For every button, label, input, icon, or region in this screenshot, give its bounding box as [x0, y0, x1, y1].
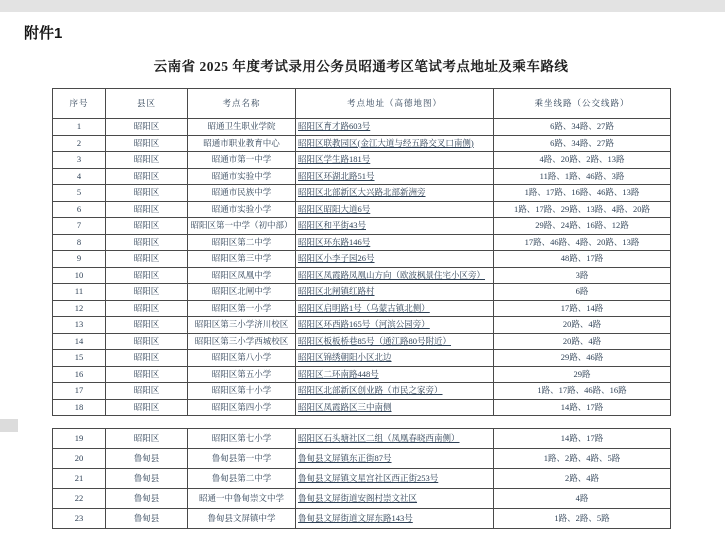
address-cell	[296, 469, 494, 489]
header-row-number: 序号	[53, 89, 106, 119]
site-name-cell: 鲁甸县第二中学	[188, 469, 296, 489]
district-cell: 昭阳区	[106, 300, 188, 317]
table-row	[53, 284, 671, 301]
district-cell: 昭阳区	[106, 333, 188, 350]
table-row	[53, 366, 671, 383]
table-header-row	[53, 89, 671, 119]
address-cell	[296, 267, 494, 284]
district-cell: 昭阳区	[106, 350, 188, 367]
address-link[interactable]: 昭阳区启明路1号（乌蒙古镇北侧）	[298, 302, 430, 313]
table-row	[53, 168, 671, 185]
header-address: 考点地址（高德地图）	[296, 89, 494, 119]
district-cell: 昭阳区	[106, 168, 188, 185]
header-routes: 乘坐线路（公交线路）	[494, 89, 671, 119]
address-link[interactable]: 昭阳区板板桥巷85号（通江路80号附近）	[298, 335, 452, 346]
table-row	[53, 333, 671, 350]
address-cell	[296, 489, 494, 509]
site-name-cell: 昭阳区第五小学	[188, 366, 296, 383]
table-row	[53, 449, 671, 469]
site-name-cell: 昭通卫生职业学院	[188, 119, 296, 136]
district-cell: 昭阳区	[106, 317, 188, 334]
district-cell: 昭阳区	[106, 119, 188, 136]
address-cell	[296, 185, 494, 202]
table-row	[53, 350, 671, 367]
row-number-cell: 15	[53, 350, 106, 367]
district-cell: 昭阳区	[106, 218, 188, 235]
district-cell: 昭阳区	[106, 251, 188, 268]
district-cell: 鲁甸县	[106, 489, 188, 509]
address-link[interactable]: 鲁甸县文屏镇文星宫社区西正街253号	[298, 472, 439, 483]
row-number-cell: 4	[53, 168, 106, 185]
site-name-cell: 昭阳区北闸中学	[188, 284, 296, 301]
site-name-cell: 昭阳区第七小学	[188, 429, 296, 449]
routes-cell: 6路、34路、27路	[494, 119, 671, 136]
address-cell	[296, 399, 494, 416]
address-link[interactable]: 昭阳区环西路165号（河滨公园旁）	[298, 319, 430, 330]
row-number-cell: 6	[53, 201, 106, 218]
routes-cell: 29路	[494, 366, 671, 383]
address-link[interactable]: 昭阳区昭阳大道6号	[298, 203, 371, 214]
row-number-cell: 18	[53, 399, 106, 416]
table-row	[53, 267, 671, 284]
address-link[interactable]: 昭阳区育才路603号	[298, 121, 371, 132]
site-name-cell: 鲁甸县文屏镇中学	[188, 509, 296, 529]
address-link[interactable]: 昭阳区凤霞路凤凰山方向（欧波枫景住宅小区旁）	[298, 269, 486, 280]
page-break-artifact	[0, 419, 18, 432]
site-name-cell: 昭阳区第一中学（初中部）	[188, 218, 296, 235]
address-cell	[296, 201, 494, 218]
attachment-label: 附件1	[24, 25, 63, 42]
address-cell	[296, 284, 494, 301]
district-cell: 鲁甸县	[106, 509, 188, 529]
site-name-cell: 昭阳区第三小学西城校区	[188, 333, 296, 350]
district-cell: 昭阳区	[106, 152, 188, 169]
site-name-cell: 昭阳区第四小学	[188, 399, 296, 416]
site-name-cell: 昭阳区第十小学	[188, 383, 296, 400]
routes-cell: 20路、4路	[494, 317, 671, 334]
district-cell: 昭阳区	[106, 284, 188, 301]
address-link[interactable]: 昭阳区环东路146号	[298, 236, 371, 247]
row-number-cell: 8	[53, 234, 106, 251]
district-cell: 鲁甸县	[106, 449, 188, 469]
row-number-cell: 12	[53, 300, 106, 317]
row-number-cell: 9	[53, 251, 106, 268]
row-number-cell: 1	[53, 119, 106, 136]
table-row	[53, 399, 671, 416]
row-number-cell: 5	[53, 185, 106, 202]
table-row	[53, 489, 671, 509]
address-cell	[296, 317, 494, 334]
row-number-cell: 13	[53, 317, 106, 334]
table-row	[53, 135, 671, 152]
address-cell	[296, 509, 494, 529]
exam-sites-table-2	[52, 428, 671, 529]
address-link[interactable]: 昭阳区北闸镇红路村	[298, 286, 375, 297]
address-cell	[296, 333, 494, 350]
table-row	[53, 218, 671, 235]
address-link[interactable]: 昭阳区和平街43号	[298, 220, 367, 231]
table-row	[53, 300, 671, 317]
site-name-cell: 昭阳区第三小学济川校区	[188, 317, 296, 334]
table-row	[53, 509, 671, 529]
district-cell: 昭阳区	[106, 383, 188, 400]
address-link[interactable]: 昭阳区石头塘社区二组（凤凰春晓西南侧）	[298, 432, 460, 443]
routes-cell: 3路	[494, 267, 671, 284]
routes-cell: 2路、4路	[494, 469, 671, 489]
site-name-cell: 鲁甸县第一中学	[188, 449, 296, 469]
address-cell	[296, 366, 494, 383]
routes-cell: 29路、46路	[494, 350, 671, 367]
address-link[interactable]: 昭阳区北部新区大兴路北部新洲旁	[298, 187, 426, 198]
address-cell	[296, 429, 494, 449]
address-cell	[296, 135, 494, 152]
address-cell	[296, 449, 494, 469]
routes-cell: 4路	[494, 489, 671, 509]
address-link[interactable]: 昭阳区联教园区(金江大道与经五路交叉口南侧)	[298, 137, 474, 148]
routes-cell: 1路、17路、16路、46路、13路	[494, 185, 671, 202]
row-number-cell: 10	[53, 267, 106, 284]
header-district: 县区	[106, 89, 188, 119]
district-cell: 昭阳区	[106, 429, 188, 449]
table-row	[53, 152, 671, 169]
routes-cell: 1路、2路、5路	[494, 509, 671, 529]
row-number-cell: 11	[53, 284, 106, 301]
table-row	[53, 429, 671, 449]
table-row	[53, 383, 671, 400]
table-row	[53, 201, 671, 218]
district-cell: 昭阳区	[106, 267, 188, 284]
district-cell: 昭阳区	[106, 185, 188, 202]
table-row	[53, 185, 671, 202]
row-number-cell: 23	[53, 509, 106, 529]
routes-cell: 11路、1路、46路、3路	[494, 168, 671, 185]
routes-cell: 4路、20路、2路、13路	[494, 152, 671, 169]
address-cell	[296, 234, 494, 251]
table-row	[53, 251, 671, 268]
address-link[interactable]: 鲁甸县文屏街道安阁村崇文社区	[298, 492, 418, 503]
site-name-cell: 昭阳区第一小学	[188, 300, 296, 317]
document-page	[0, 12, 725, 535]
routes-cell: 48路、17路	[494, 251, 671, 268]
site-name-cell: 昭阳区第二中学	[188, 234, 296, 251]
site-name-cell: 昭通一中鲁甸崇文中学	[188, 489, 296, 509]
address-cell	[296, 152, 494, 169]
routes-cell: 14路、17路	[494, 399, 671, 416]
address-link[interactable]: 昭阳区小李子园26号	[298, 253, 375, 264]
district-cell: 鲁甸县	[106, 469, 188, 489]
routes-cell: 20路、4路	[494, 333, 671, 350]
row-number-cell: 14	[53, 333, 106, 350]
site-name-cell: 昭通市职业教育中心	[188, 135, 296, 152]
district-cell: 昭阳区	[106, 399, 188, 416]
site-name-cell: 昭阳区凤凰中学	[188, 267, 296, 284]
address-link[interactable]: 昭阳区锦绣朝阳小区北边	[298, 352, 392, 363]
routes-cell: 6路	[494, 284, 671, 301]
routes-cell: 1路、17路、46路、16路	[494, 383, 671, 400]
site-name-cell: 昭通市实验小学	[188, 201, 296, 218]
address-link[interactable]: 昭阳区学生路181号	[298, 154, 371, 165]
address-cell	[296, 300, 494, 317]
address-cell	[296, 119, 494, 136]
site-name-cell: 昭阳区第八小学	[188, 350, 296, 367]
district-cell: 昭阳区	[106, 135, 188, 152]
site-name-cell: 昭通市民族中学	[188, 185, 296, 202]
address-link[interactable]: 昭阳区二环南路448号	[298, 368, 379, 379]
table-row	[53, 234, 671, 251]
district-cell: 昭阳区	[106, 234, 188, 251]
routes-cell: 17路、46路、4路、20路、13路	[494, 234, 671, 251]
window-top-strip	[0, 0, 725, 12]
routes-cell: 1路、2路、4路、5路	[494, 449, 671, 469]
address-cell	[296, 383, 494, 400]
row-number-cell: 16	[53, 366, 106, 383]
row-number-cell: 17	[53, 383, 106, 400]
row-number-cell: 19	[53, 429, 106, 449]
row-number-cell: 22	[53, 489, 106, 509]
row-number-cell: 21	[53, 469, 106, 489]
page-title: 云南省 2025 年度考试录用公务员昭通考区笔试考点地址及乘车路线	[153, 59, 569, 74]
routes-cell: 29路、24路、16路、12路	[494, 218, 671, 235]
address-cell	[296, 218, 494, 235]
district-cell: 昭阳区	[106, 201, 188, 218]
exam-sites-table-1	[52, 88, 671, 416]
table-row	[53, 469, 671, 489]
address-link[interactable]: 昭阳区北部新区创业路（市民之家旁）	[298, 385, 443, 396]
routes-cell: 6路、34路、27路	[494, 135, 671, 152]
address-link[interactable]: 昭阳区环湖北路51号	[298, 170, 375, 181]
district-cell: 昭阳区	[106, 366, 188, 383]
site-name-cell: 昭阳区第三中学	[188, 251, 296, 268]
site-name-cell: 昭通市第一中学	[188, 152, 296, 169]
routes-cell: 14路、17路	[494, 429, 671, 449]
address-cell	[296, 251, 494, 268]
routes-cell: 1路、17路、29路、13路、4路、20路	[494, 201, 671, 218]
row-number-cell: 7	[53, 218, 106, 235]
header-site-name: 考点名称	[188, 89, 296, 119]
table-row	[53, 317, 671, 334]
address-cell	[296, 168, 494, 185]
row-number-cell: 2	[53, 135, 106, 152]
address-cell	[296, 350, 494, 367]
address-link[interactable]: 鲁甸县文屏镇东正街87号	[298, 452, 392, 463]
row-number-cell: 3	[53, 152, 106, 169]
address-link[interactable]: 昭阳区凤霞路区三中南侧	[298, 401, 392, 412]
table-row	[53, 119, 671, 136]
site-name-cell: 昭通市实验中学	[188, 168, 296, 185]
row-number-cell: 20	[53, 449, 106, 469]
address-link[interactable]: 鲁甸县文屏街道文屏东路143号	[298, 512, 413, 523]
routes-cell: 17路、14路	[494, 300, 671, 317]
